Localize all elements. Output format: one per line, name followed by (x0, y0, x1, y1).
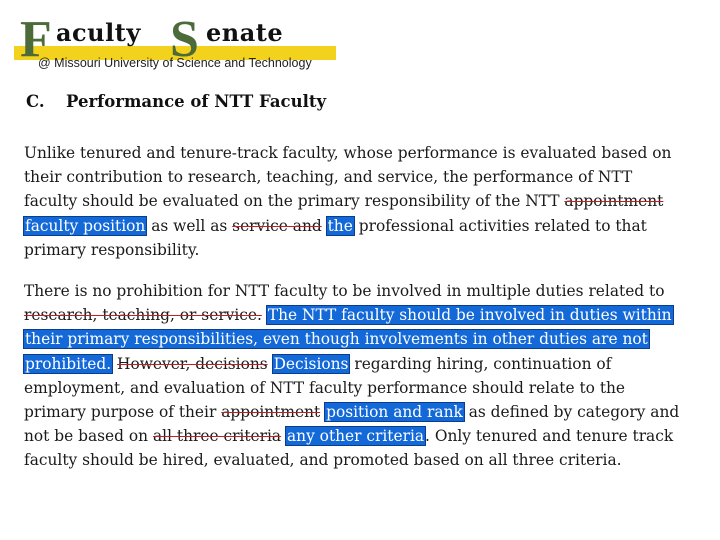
p2-text: . Only tenured and tenure track (425, 427, 674, 446)
faculty-senate-logo (14, 12, 339, 82)
p1-line-2 (24, 165, 690, 189)
p1-text: Unlike tenured and tenure-track faculty, whose performance is evaluated based on (24, 144, 672, 162)
logo-faculty-rest: aculty (56, 18, 141, 47)
p2-line-2 (24, 303, 690, 327)
p1-line-3 (24, 189, 690, 213)
p1-line-1 (24, 141, 690, 165)
section-label: C. (26, 92, 45, 111)
p2-line-6 (24, 400, 690, 424)
p1-text: professional activities related to that (353, 216, 647, 235)
p2-line-7 (24, 424, 690, 448)
deleted-text: appointment (221, 402, 321, 421)
p1-text (322, 217, 327, 235)
p1-line-4 (24, 214, 690, 238)
deleted-text: research, teaching, or service. (24, 306, 262, 325)
inserted-text: Decisions (273, 354, 349, 373)
paragraph-1 (24, 141, 690, 262)
deleted-text: service and (232, 216, 322, 235)
p1-text: as well as (146, 216, 233, 235)
logo-senate-initial: S (170, 11, 199, 68)
p1-text: their contribution to research, teaching, and service, the performance of NTT (24, 168, 633, 187)
logo-subtitle: @ Missouri University of Science and Technology (38, 56, 312, 70)
p2-line-4 (24, 352, 690, 376)
inserted-text: the (327, 216, 353, 235)
p2-line-5 (24, 376, 690, 400)
inserted-text: faculty position (25, 216, 146, 235)
p1-text: faculty should be evaluated on the primary responsibility of the NTT (24, 192, 565, 211)
logo-senate-rest: enate (206, 18, 284, 47)
inserted-text: any other criteria (287, 427, 425, 446)
p1-text: primary responsibility. (24, 240, 200, 259)
p2-text: employment, and evaluation of NTT faculty performance should relate to the (24, 378, 626, 397)
p2-text: faculty should be hired, evaluated, and promoted based on all three criteria. (24, 451, 622, 470)
deleted-text: all three criteria (152, 427, 282, 446)
inserted-text: their primary responsibilities, even though involvements in other duties are not (25, 330, 648, 349)
p2-text: regarding hiring, continuation of (349, 354, 612, 373)
p2-text: as defined by category and (463, 402, 680, 421)
p2-text (268, 355, 273, 373)
paragraph-2 (24, 279, 690, 473)
p2-text: primary purpose of their (24, 402, 222, 421)
section-heading (26, 92, 326, 111)
section-title: Performance of NTT Faculty (66, 92, 327, 111)
p2-line-3 (24, 327, 690, 351)
inserted-text: prohibited. (25, 354, 112, 373)
p2-line-8 (24, 448, 690, 472)
inserted-text: The NTT faculty should be involved in duties within (267, 306, 672, 325)
inserted-text: position and rank (326, 402, 463, 421)
deleted-text: However, decisions (117, 354, 268, 373)
p1-line-5 (24, 238, 690, 262)
p2-line-1 (24, 279, 690, 303)
p2-text: There is no prohibition for NTT faculty to be involved in multiple duties related to (24, 282, 665, 300)
deleted-text: appointment (564, 192, 664, 211)
p2-text: not be based on (24, 427, 153, 446)
logo-faculty-initial: F (20, 11, 52, 68)
